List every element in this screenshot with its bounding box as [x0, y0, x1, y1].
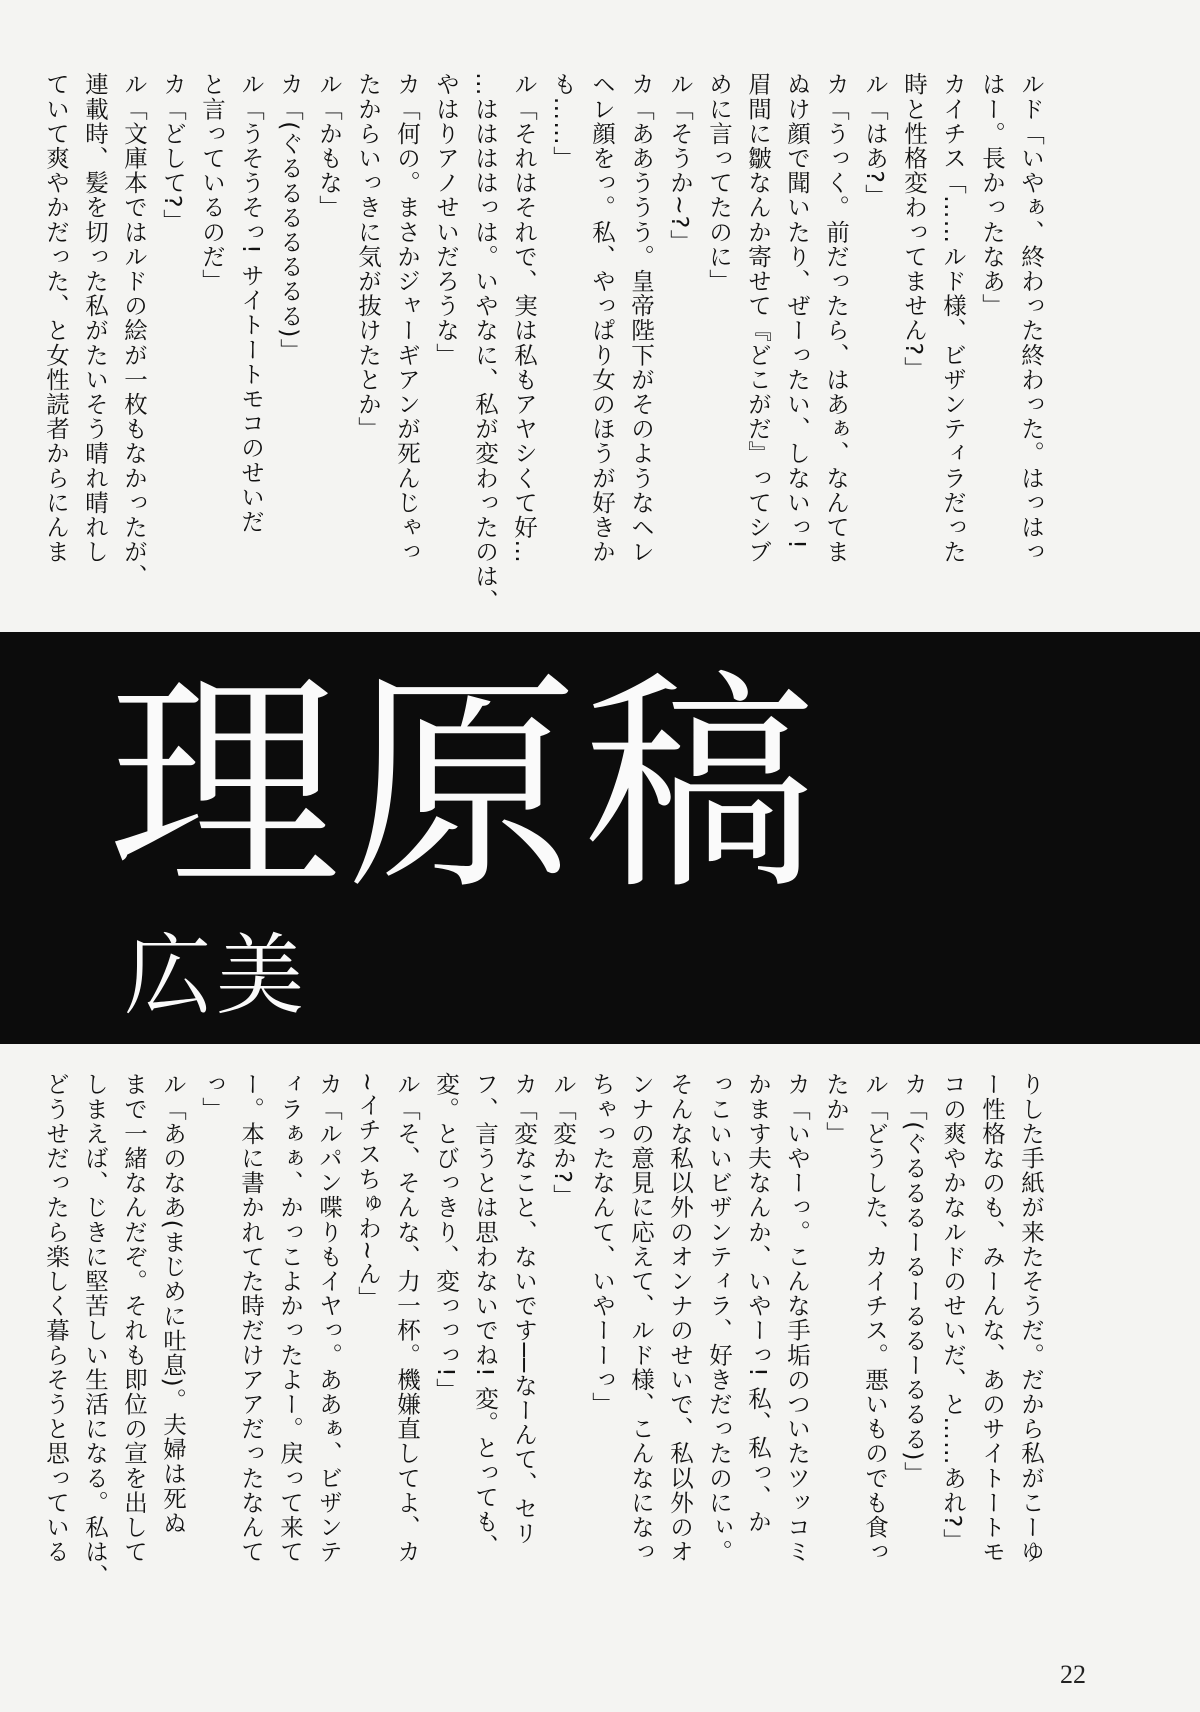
- text-line: ー性格なのも、みーんな、あのサイトートモ: [978, 1072, 1006, 1564]
- top-text-column: [42, 72, 1050, 614]
- text-line: ル「それはそれで、実は私もアヤシくて好…: [510, 72, 538, 564]
- text-line: ル「変か?」: [549, 1072, 577, 1209]
- text-line: カ「うっく。前だったら、はあぁ、なんてま: [822, 72, 850, 564]
- text-line: ~イチスちゅわ~ん」: [354, 1072, 382, 1311]
- text-line: っ」: [198, 1072, 226, 1122]
- text-line: と言っているのだ」: [198, 72, 226, 294]
- text-line: 時と性格変わってません?」: [900, 72, 928, 381]
- text-line: ル「かもな」: [315, 72, 343, 220]
- text-line: カ「ルパン喋りもイヤっ。ああぁ、ビザンテ: [315, 1072, 343, 1564]
- text-line: ていて爽やかだった、と女性読者からにんま: [42, 72, 70, 564]
- text-line: ル「あのなあ(まじめに吐息)。夫婦は死ぬ: [159, 1072, 187, 1536]
- text-line: ル「はあ?」: [861, 72, 889, 209]
- article-title: 理原稿: [108, 651, 823, 921]
- text-line: たからいっきに気が抜けたとか」: [354, 72, 382, 441]
- text-line: も……」: [549, 72, 577, 171]
- text-line: カ「何の。まさかジャーギアンが死んじゃっ: [393, 72, 421, 564]
- text-line: ル「そうか~?」: [666, 72, 694, 254]
- text-line: しまえば、じきに堅苦しい生活になる。私は、: [81, 1072, 109, 1589]
- text-line: カイチス「……ルド様、ビザンティラだった: [939, 72, 967, 564]
- text-line: ィラぁぁ、かっこよかったよー。戻って来て: [276, 1072, 304, 1564]
- text-line: たか」: [822, 1072, 850, 1146]
- text-line: カ「ああううう。皇帝陛下がそのようなヘレ: [627, 72, 655, 564]
- text-line: はー。長かったなあ」: [978, 72, 1006, 318]
- text-line: フ、言うとは思わないでね! 変。とっても、: [471, 1072, 499, 1559]
- text-line: ル「そ、そんな、力一杯。機嫌直してよ、カ: [393, 1072, 421, 1564]
- page-number: 22: [1060, 1660, 1086, 1689]
- text-line: ル「文庫本ではルドの絵が一枚もなかったが、: [120, 72, 148, 589]
- text-line: めに言ってたのに」: [705, 72, 733, 294]
- text-line: そんな私以外のオンナのせいで、私以外のオ: [666, 1072, 694, 1564]
- text-line: 変。とびっきり、変っっっ!」: [432, 1072, 460, 1403]
- text-line: ヘレ顔をっ。私、やっぱり女のほうが好きか: [588, 72, 616, 564]
- text-line: やはりアノせいだろうな」: [432, 72, 460, 368]
- text-line: ルド「いやぁ、終わった終わった。はっはっ: [1017, 72, 1045, 564]
- text-line: コの爽やかなルドのせいだ、と……あれ?」: [939, 1072, 967, 1553]
- author-name: 広美: [124, 924, 309, 1027]
- text-line: りした手紙が来たそうだ。だから私がこーゆ: [1017, 1072, 1045, 1564]
- text-line: まで一緒なんだぞ。それも即位の宣を出して: [120, 1072, 148, 1564]
- text-line: 連載時、髪を切った私がたいそう晴れ晴れし: [81, 72, 109, 564]
- text-line: ぬけ顔で聞いたり、ぜーったい、しないっ!: [783, 72, 811, 550]
- text-line: …ははははっは。いやなに、私が変わったのは、: [471, 72, 499, 614]
- title-band: [0, 632, 1200, 1044]
- text-line: どうせだったら楽しく暮らそうと思っている: [42, 1072, 70, 1564]
- text-line: ル「うそうそっ! サイトートモコのせいだ: [237, 72, 265, 534]
- text-line: カ「いやーっ。こんな手垢のついたツッコミ: [783, 1072, 811, 1564]
- text-line: カ「どして?」: [159, 72, 187, 234]
- text-line: カ「(ぐるるるるるるる)」: [276, 72, 304, 364]
- text-line: ンナの意見に応えて、ルド様、こんなになっ: [627, 1072, 655, 1564]
- text-line: ー。本に書かれてた時だけアアだったなんて: [237, 1072, 265, 1564]
- text-line: ちゃったなんて、いやーーっ」: [588, 1072, 616, 1417]
- text-line: っこいいビザンティラ、好きだったのにぃ。: [705, 1072, 733, 1564]
- text-line: 眉間に皺なんか寄せて『どこがだ』ってシブ: [744, 72, 772, 564]
- text-line: カ「(ぐるるるーるーるるーるるる)」: [900, 1072, 928, 1487]
- bottom-text-column: [42, 1072, 1050, 1642]
- text-line: かます夫なんか、いやーっ! 私、私っ、か: [744, 1072, 772, 1534]
- text-line: ル「どうした、カイチス。悪いものでも食っ: [861, 1072, 889, 1564]
- text-line: カ「変なこと、ないです──なーんて、セリ: [510, 1072, 538, 1546]
